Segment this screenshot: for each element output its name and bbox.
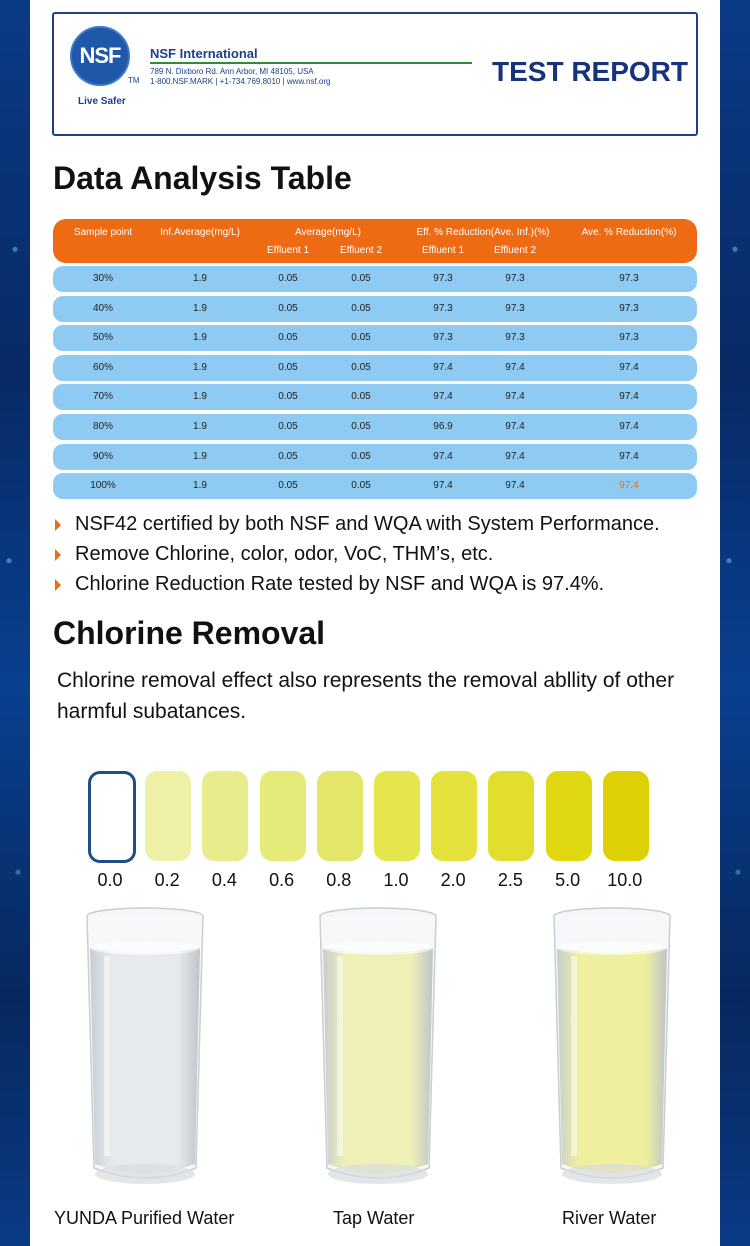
scale-label: 0.6 (269, 870, 295, 890)
glass-label: River Water (562, 1208, 657, 1228)
background-right (720, 0, 750, 1246)
table-cell: 97.4 (619, 480, 639, 492)
color-swatch (88, 771, 136, 863)
th-effluent1: Effluent 1 (266, 245, 310, 256)
table-cell: 97.3 (505, 273, 525, 284)
table-cell: 97.4 (619, 421, 639, 432)
table-cell: 97.4 (619, 450, 639, 462)
table-cell: 97.3 (433, 302, 453, 314)
chlorine-description: Chlorine removal effect also represents the removal abllity of other harmful subatances. (57, 669, 675, 723)
bullet-item (53, 513, 660, 536)
table-cell: 97.4 (433, 450, 453, 462)
content-panel (30, 0, 720, 1246)
report-title: TEST REPORT (491, 56, 688, 87)
org-name: NSF International (150, 46, 258, 61)
table-cell: 97.3 (433, 273, 453, 284)
table-cell: 0.05 (351, 450, 371, 462)
table-cell: 0.05 (278, 480, 298, 492)
table-cell: 97.4 (505, 480, 525, 492)
table-cell: 0.05 (278, 332, 298, 344)
table-cell: 97.3 (433, 332, 453, 344)
nsf-logo-text: NSF (79, 43, 121, 68)
table-cell: 97.4 (505, 421, 525, 432)
background-left (0, 0, 30, 1246)
th-sample-point: Sample point (73, 227, 133, 238)
scale-label: 0.2 (154, 870, 180, 890)
color-swatch (431, 771, 477, 861)
scale-label: 1.0 (383, 870, 409, 890)
table-cell: 80% (92, 421, 113, 432)
scale-label: 0.8 (326, 870, 352, 890)
logo-tagline: Live Safer (78, 96, 126, 107)
table-cell: 1.9 (193, 361, 207, 373)
bullet-text: Remove Chlorine, color, odor, VoC, THM’s, etc. (75, 543, 494, 565)
scale-label: 2.5 (497, 870, 523, 890)
table-cell: 97.4 (505, 361, 525, 373)
table-cell: 90% (92, 450, 113, 462)
water-glass (82, 906, 208, 1196)
color-swatch (145, 771, 191, 861)
chlorine-section-title: Chlorine Removal (53, 615, 326, 651)
table-row (53, 355, 697, 381)
table-cell: 0.05 (278, 302, 298, 314)
table-cell: 50% (92, 332, 113, 344)
table-cell: 97.4 (505, 391, 525, 403)
table-cell: 97.3 (505, 302, 525, 314)
nsf-logo (70, 26, 130, 86)
table-row (53, 384, 697, 410)
table-cell: 1.9 (193, 332, 207, 344)
bullet-triangle-icon (55, 579, 61, 591)
table-cell: 1.9 (193, 391, 207, 403)
color-swatch (260, 771, 306, 861)
divider (150, 62, 472, 64)
color-swatch (603, 771, 649, 861)
table-cell: 0.05 (351, 480, 371, 492)
table-cell: 0.05 (278, 391, 298, 403)
color-swatch (317, 771, 363, 861)
table-cell: 1.9 (193, 273, 207, 284)
bullet-item (53, 543, 493, 566)
table-cell: 40% (92, 302, 113, 314)
scale-label: 10.0 (607, 870, 643, 890)
th-eff-effluent1: Effluent 1 (421, 245, 465, 256)
bullet-triangle-icon (55, 519, 61, 531)
table-cell: 0.05 (351, 273, 371, 284)
scale-label: 0.0 (97, 870, 123, 890)
th-average: Average(mg/L) (295, 227, 361, 238)
th-eff-effluent2: Effluent 2 (493, 245, 537, 256)
table-cell: 0.05 (278, 421, 298, 432)
th-eff-reduction: Eff. % Reduction(Ave. Inf.)(%) (416, 227, 550, 238)
table-cell: 1.9 (193, 302, 207, 314)
bullet-text: NSF42 certified by both NSF and WQA with System Performance. (75, 513, 660, 535)
th-inf-average: Inf.Average(mg/L) (160, 227, 240, 238)
table-row (53, 414, 697, 440)
org-contact: 1-800.NSF.MARK | +1-734.769.8010 | www.nsf.org (150, 77, 331, 86)
th-effluent2: Effluent 2 (339, 245, 383, 256)
color-swatch (546, 771, 592, 861)
table-cell: 97.4 (433, 361, 453, 373)
table-cell: 97.3 (619, 332, 639, 344)
bullet-text: Chlorine Reduction Rate tested by NSF and WQA is 97.4%. (75, 573, 605, 595)
table-row (53, 296, 697, 322)
table-cell: 97.3 (619, 273, 639, 284)
th-ave-reduction: Ave. % Reduction(%) (581, 227, 677, 238)
glass-label: Tap Water (333, 1208, 415, 1228)
color-swatch (202, 771, 248, 861)
table-cell: 60% (92, 361, 113, 373)
scale-label: 0.4 (211, 870, 237, 890)
nsf-tm: TM (128, 76, 140, 85)
color-swatch (488, 771, 534, 861)
table-cell: 1.9 (193, 421, 207, 432)
table-cell: 70% (92, 391, 113, 403)
table-cell: 1.9 (193, 450, 207, 462)
table-cell: 1.9 (193, 480, 207, 492)
table-cell: 0.05 (278, 450, 298, 462)
glass-label: YUNDA Purified Water (54, 1208, 235, 1228)
scale-label: 5.0 (555, 870, 581, 890)
table-cell: 96.9 (433, 421, 453, 432)
bullet-triangle-icon (55, 549, 61, 561)
table-header (53, 219, 697, 263)
color-swatch (374, 771, 420, 861)
bullet-item (53, 573, 604, 596)
table-cell: 97.4 (619, 391, 639, 403)
table-cell: 97.3 (505, 332, 525, 344)
org-address: 789 N. Dixboro Rd. Ann Arbor, MI 48105, USA (150, 67, 314, 76)
water-glass (315, 906, 441, 1196)
table-cell: 0.05 (351, 421, 371, 432)
table-cell: 97.3 (619, 302, 639, 314)
table-cell: 97.4 (433, 480, 453, 492)
table-row (53, 444, 697, 470)
table-cell: 97.4 (505, 450, 525, 462)
table-section-title: Data Analysis Table (53, 160, 352, 196)
table-row (53, 266, 697, 292)
table-cell: 0.05 (351, 302, 371, 314)
table-cell: 30% (92, 273, 113, 284)
header-card (52, 12, 698, 136)
scale-label: 2.0 (440, 870, 466, 890)
water-glass (549, 906, 675, 1196)
table-cell: 97.4 (619, 361, 639, 373)
table-cell: 0.05 (351, 361, 371, 373)
table-row (53, 473, 697, 499)
table-cell: 0.05 (278, 361, 298, 373)
table-cell: 97.4 (433, 391, 453, 403)
table-cell: 0.05 (351, 332, 371, 344)
table-cell: 100% (90, 480, 116, 492)
table-row (53, 325, 697, 351)
table-cell: 0.05 (351, 391, 371, 403)
table-cell: 0.05 (278, 273, 298, 284)
